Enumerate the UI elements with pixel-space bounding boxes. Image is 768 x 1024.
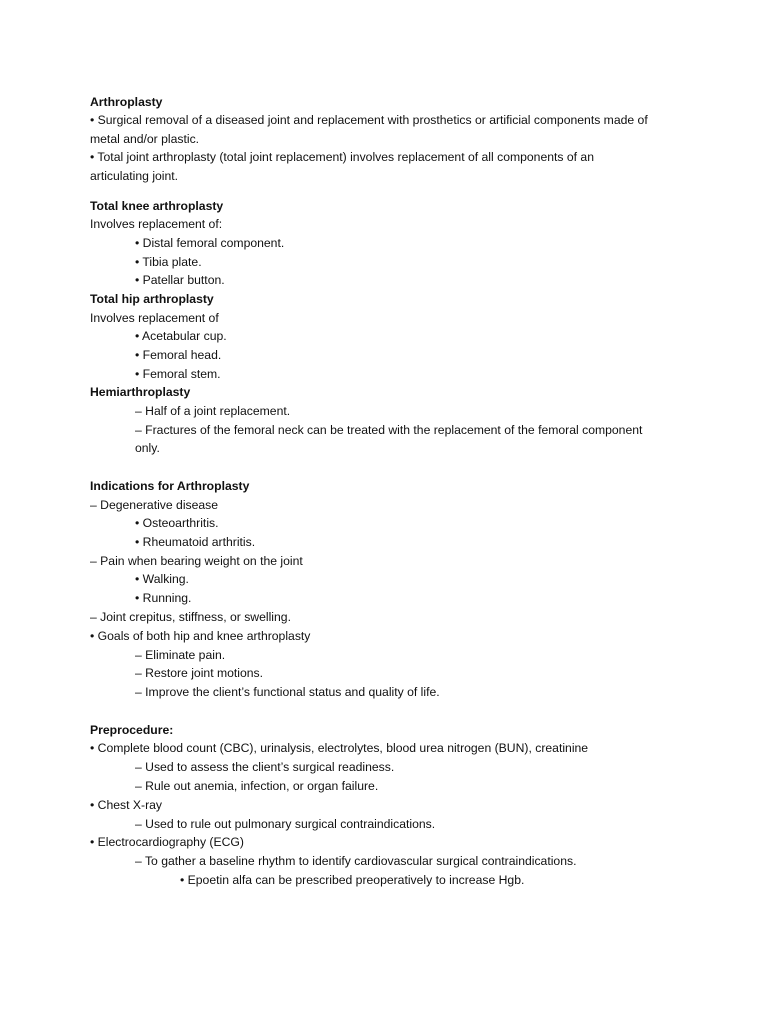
list-item: – Eliminate pain. — [135, 648, 226, 662]
list-item: – Half of a joint replacement. — [135, 404, 291, 418]
text-line: Involves replacement of: — [90, 217, 223, 231]
list-item: – Used to assess the client’s surgical readiness. — [135, 760, 395, 774]
list-item: – Improve the client’s functional status and quality of life. — [135, 685, 440, 699]
list-item: – Used to rule out pulmonary surgical contraindications. — [135, 817, 436, 831]
text-line: • Surgical removal of a diseased joint and replacement with prosthetics or artificial components made of — [90, 113, 648, 127]
text-line: • Electrocardiography (ECG) — [90, 835, 244, 849]
list-item: • Distal femoral component. — [135, 236, 285, 250]
list-item: • Acetabular cup. — [135, 329, 227, 343]
text-line: • Complete blood count (CBC), urinalysis, electrolytes, blood urea nitrogen (BUN), creatinine — [90, 741, 589, 755]
list-item: – To gather a baseline rhythm to identify cardiovascular surgical contraindications. — [135, 854, 577, 868]
list-item: only. — [135, 441, 160, 455]
list-item: • Running. — [135, 591, 192, 605]
heading-total-knee: Total knee arthroplasty — [90, 199, 224, 213]
list-item: – Restore joint motions. — [135, 666, 264, 680]
list-item: • Femoral head. — [135, 348, 222, 362]
heading-arthroplasty: Arthroplasty — [90, 95, 163, 109]
list-item: • Rheumatoid arthritis. — [135, 535, 256, 549]
text-line: Involves replacement of — [90, 311, 219, 325]
heading-preprocedure: Preprocedure: — [90, 723, 174, 737]
list-item: • Epoetin alfa can be prescribed preoperatively to increase Hgb. — [180, 873, 525, 887]
heading-hemiarthroplasty: Hemiarthroplasty — [90, 385, 191, 399]
text-line: • Goals of both hip and knee arthroplasty — [90, 629, 311, 643]
text-line: metal and/or plastic. — [90, 132, 200, 146]
text-line: – Degenerative disease — [90, 498, 219, 512]
text-line: • Total joint arthroplasty (total joint replacement) involves replacement of all components of an — [90, 150, 594, 164]
heading-total-hip: Total hip arthroplasty — [90, 292, 214, 306]
text-line: – Pain when bearing weight on the joint — [90, 554, 303, 568]
text-line: – Joint crepitus, stiffness, or swelling. — [90, 610, 291, 624]
text-line: • Chest X-ray — [90, 798, 162, 812]
list-item: • Femoral stem. — [135, 367, 221, 381]
list-item: – Rule out anemia, infection, or organ failure. — [135, 779, 379, 793]
text-line: articulating joint. — [90, 169, 179, 183]
list-item: • Tibia plate. — [135, 255, 202, 269]
list-item: • Walking. — [135, 572, 189, 586]
list-item: • Osteoarthritis. — [135, 516, 219, 530]
list-item: • Patellar button. — [135, 273, 225, 287]
heading-indications: Indications for Arthroplasty — [90, 479, 250, 493]
list-item: – Fractures of the femoral neck can be treated with the replacement of the femoral component — [135, 423, 643, 437]
